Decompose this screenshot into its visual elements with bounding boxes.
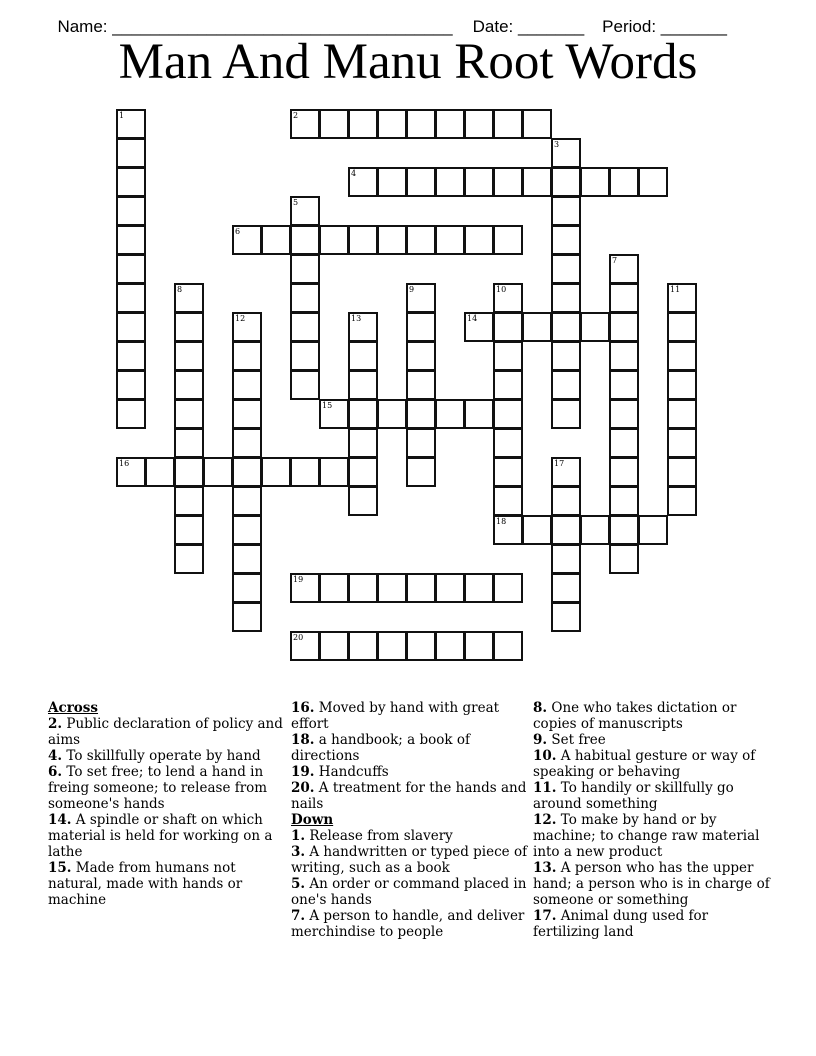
- grid-cell[interactable]: [319, 109, 349, 139]
- grid-cell[interactable]: [609, 515, 639, 545]
- grid-cell[interactable]: [464, 167, 494, 197]
- grid-cell[interactable]: [174, 399, 204, 429]
- grid-cell[interactable]: [493, 167, 523, 197]
- grid-cell[interactable]: [406, 225, 436, 255]
- clue-number: 9: [409, 285, 415, 294]
- grid-cell[interactable]: [406, 109, 436, 139]
- grid-cell[interactable]: [493, 370, 523, 400]
- grid-cell[interactable]: [290, 631, 320, 661]
- grid-cell[interactable]: [406, 341, 436, 371]
- grid-cell[interactable]: [232, 457, 262, 487]
- grid-cell[interactable]: [406, 399, 436, 429]
- clue-number: 6: [235, 227, 241, 236]
- grid-cell[interactable]: [232, 341, 262, 371]
- grid-cell[interactable]: [290, 573, 320, 603]
- grid-cell[interactable]: [464, 573, 494, 603]
- grid-cell[interactable]: [609, 544, 639, 574]
- grid-cell[interactable]: [551, 399, 581, 429]
- grid-cell[interactable]: [493, 457, 523, 487]
- grid-cell[interactable]: [464, 399, 494, 429]
- grid-cell[interactable]: [551, 370, 581, 400]
- grid-cell[interactable]: [116, 167, 146, 197]
- grid-cell[interactable]: [522, 109, 552, 139]
- grid-cell[interactable]: [348, 428, 378, 458]
- grid-cell[interactable]: [493, 341, 523, 371]
- grid-cell[interactable]: [493, 515, 523, 545]
- grid-cell[interactable]: [493, 399, 523, 429]
- clue-number: 18: [496, 517, 507, 526]
- grid-cell[interactable]: [348, 167, 378, 197]
- grid-cell[interactable]: [116, 341, 146, 371]
- clue-number: 13: [351, 314, 362, 323]
- grid-cell[interactable]: [435, 573, 465, 603]
- grid-cell[interactable]: [551, 138, 581, 168]
- grid-cell[interactable]: [609, 428, 639, 458]
- grid-cell[interactable]: [580, 167, 610, 197]
- grid-cell[interactable]: [493, 573, 523, 603]
- grid-cell[interactable]: [116, 399, 146, 429]
- clue-down-12: 12. To make by hand or by machine; to change raw material into a new product: [533, 812, 760, 860]
- clue-down-7: 7. A person to handle, and deliver merchindise to people: [291, 908, 525, 940]
- grid-cell[interactable]: [667, 312, 697, 342]
- grid-cell[interactable]: [551, 283, 581, 313]
- clue-number: 5: [293, 198, 299, 207]
- grid-cell[interactable]: [435, 167, 465, 197]
- grid-cell[interactable]: [348, 370, 378, 400]
- clue-down-11: 11. To handily or skillfully go around something: [533, 780, 734, 812]
- grid-cell[interactable]: [609, 167, 639, 197]
- grid-cell[interactable]: [290, 196, 320, 226]
- grid-cell[interactable]: [232, 544, 262, 574]
- grid-cell[interactable]: [667, 399, 697, 429]
- grid-cell[interactable]: [232, 370, 262, 400]
- grid-cell[interactable]: [348, 457, 378, 487]
- grid-cell[interactable]: [609, 341, 639, 371]
- grid-cell[interactable]: [609, 457, 639, 487]
- grid-cell[interactable]: [319, 631, 349, 661]
- clue-across-4: 4. To skillfully operate by hand: [48, 748, 261, 764]
- grid-cell[interactable]: [290, 283, 320, 313]
- grid-cell[interactable]: [261, 457, 291, 487]
- clue-down-3: 3. A handwritten or typed piece of writing, such as a book: [291, 844, 528, 876]
- grid-cell[interactable]: [551, 486, 581, 516]
- grid-cell[interactable]: [667, 457, 697, 487]
- clue-number: 15: [322, 401, 333, 410]
- clue-across-16: 16. Moved by hand with great effort: [291, 700, 500, 732]
- page-title: Man And Manu Root Words: [118, 34, 698, 90]
- grid-cell[interactable]: [435, 399, 465, 429]
- grid-cell[interactable]: [551, 457, 581, 487]
- grid-cell[interactable]: [609, 486, 639, 516]
- grid-cell[interactable]: [116, 109, 146, 139]
- grid-cell[interactable]: [406, 283, 436, 313]
- grid-cell[interactable]: [609, 312, 639, 342]
- grid-cell[interactable]: [290, 109, 320, 139]
- grid-cell[interactable]: [377, 399, 407, 429]
- grid-cell[interactable]: [493, 428, 523, 458]
- grid-cell[interactable]: [174, 486, 204, 516]
- grid-cell[interactable]: [522, 312, 552, 342]
- down-heading: Down: [291, 812, 334, 828]
- clue-number: 2: [293, 111, 299, 120]
- clue-across-18: 18. a handbook; a book of directions: [291, 732, 470, 764]
- grid-cell[interactable]: [232, 515, 262, 545]
- grid-cell[interactable]: [406, 428, 436, 458]
- grid-cell[interactable]: [319, 457, 349, 487]
- grid-cell[interactable]: [116, 370, 146, 400]
- grid-cell[interactable]: [116, 225, 146, 255]
- clue-down-5: 5. An order or command placed in one's hands: [291, 876, 527, 908]
- clue-number: 16: [119, 459, 130, 468]
- grid-cell[interactable]: [406, 167, 436, 197]
- grid-cell[interactable]: [609, 283, 639, 313]
- grid-cell[interactable]: [348, 109, 378, 139]
- grid-cell[interactable]: [116, 196, 146, 226]
- grid-cell[interactable]: [348, 631, 378, 661]
- grid-cell[interactable]: [290, 370, 320, 400]
- clue-down-8: 8. One who takes dictation or copies of manuscripts: [533, 700, 737, 732]
- grid-cell[interactable]: [551, 573, 581, 603]
- grid-cell[interactable]: [290, 457, 320, 487]
- grid-cell[interactable]: [551, 602, 581, 632]
- grid-cell[interactable]: [261, 225, 291, 255]
- grid-cell[interactable]: [551, 312, 581, 342]
- clue-number: 11: [670, 285, 681, 294]
- grid-cell[interactable]: [348, 573, 378, 603]
- clue-across-20: 20. A treatment for the hands and nails: [291, 780, 527, 812]
- grid-cell[interactable]: [174, 341, 204, 371]
- grid-cell[interactable]: [522, 515, 552, 545]
- grid-cell[interactable]: [203, 457, 233, 487]
- grid-cell[interactable]: [609, 254, 639, 284]
- clue-number: 7: [612, 256, 618, 265]
- grid-cell[interactable]: [667, 370, 697, 400]
- grid-cell[interactable]: [116, 283, 146, 313]
- clue-number: 12: [235, 314, 246, 323]
- grid-cell[interactable]: [174, 428, 204, 458]
- clue-number: 4: [351, 169, 357, 178]
- clue-down-17: 17. Animal dung used for fertilizing land: [533, 908, 709, 940]
- grid-cell[interactable]: [290, 225, 320, 255]
- grid-cell[interactable]: [580, 312, 610, 342]
- clue-across-15: 15. Made from humans not natural, made with hands or machine: [48, 860, 243, 908]
- grid-cell[interactable]: [406, 370, 436, 400]
- grid-cell[interactable]: [319, 225, 349, 255]
- grid-cell[interactable]: [551, 254, 581, 284]
- grid-cell[interactable]: [609, 370, 639, 400]
- grid-cell[interactable]: [319, 573, 349, 603]
- grid-cell[interactable]: [174, 544, 204, 574]
- grid-cell[interactable]: [493, 312, 523, 342]
- clue-number: 8: [177, 285, 183, 294]
- grid-cell[interactable]: [493, 109, 523, 139]
- grid-cell[interactable]: [638, 167, 668, 197]
- grid-cell[interactable]: [174, 370, 204, 400]
- clue-number: 19: [293, 575, 304, 584]
- grid-cell[interactable]: [377, 109, 407, 139]
- grid-cell[interactable]: [232, 602, 262, 632]
- grid-cell[interactable]: [609, 399, 639, 429]
- grid-cell[interactable]: [377, 573, 407, 603]
- clue-down-10: 10. A habitual gesture or way of speaking or behaving: [533, 748, 756, 780]
- grid-cell[interactable]: [174, 283, 204, 313]
- grid-cell[interactable]: [580, 515, 610, 545]
- clue-across-19: 19. Handcuffs: [291, 764, 389, 780]
- name-field[interactable]: Name: ____________________________________: [57, 17, 453, 36]
- grid-cell[interactable]: [377, 631, 407, 661]
- grid-cell[interactable]: [348, 486, 378, 516]
- grid-cell[interactable]: [667, 486, 697, 516]
- grid-cell[interactable]: [290, 312, 320, 342]
- grid-cell[interactable]: [435, 225, 465, 255]
- grid-cell[interactable]: [493, 486, 523, 516]
- grid-cell[interactable]: [464, 312, 494, 342]
- grid-cell[interactable]: [406, 312, 436, 342]
- grid-cell[interactable]: [551, 196, 581, 226]
- across-heading: Across: [48, 700, 99, 716]
- grid-cell[interactable]: [145, 457, 175, 487]
- grid-cell[interactable]: [667, 341, 697, 371]
- grid-cell[interactable]: [232, 428, 262, 458]
- grid-cell[interactable]: [377, 225, 407, 255]
- grid-cell[interactable]: [116, 138, 146, 168]
- period-field[interactable]: Period: _______: [602, 17, 727, 36]
- date-field[interactable]: Date: _______: [472, 17, 585, 36]
- grid-cell[interactable]: [232, 312, 262, 342]
- clue-across-2: 2. Public declaration of policy and aims: [48, 716, 283, 748]
- grid-cell[interactable]: [232, 399, 262, 429]
- grid-cell[interactable]: [232, 486, 262, 516]
- grid-cell[interactable]: [174, 312, 204, 342]
- clue-number: 20: [293, 633, 304, 642]
- grid-cell[interactable]: [667, 428, 697, 458]
- grid-cell[interactable]: [348, 341, 378, 371]
- clue-down-9: 9. Set free: [533, 732, 606, 748]
- clue-number: 17: [554, 459, 565, 468]
- clues-column-2: [291, 700, 531, 940]
- grid-cell[interactable]: [377, 167, 407, 197]
- grid-cell[interactable]: [116, 254, 146, 284]
- clue-down-1: 1. Release from slavery: [291, 828, 453, 844]
- clue-number: 10: [496, 285, 507, 294]
- grid-cell[interactable]: [551, 515, 581, 545]
- grid-cell[interactable]: [319, 399, 349, 429]
- grid-cell[interactable]: [551, 341, 581, 371]
- grid-cell[interactable]: [174, 457, 204, 487]
- grid-cell[interactable]: [638, 515, 668, 545]
- grid-cell[interactable]: [116, 312, 146, 342]
- clue-number: 1: [119, 111, 125, 120]
- grid-cell[interactable]: [232, 225, 262, 255]
- grid-cell[interactable]: [174, 515, 204, 545]
- grid-cell[interactable]: [667, 283, 697, 313]
- grid-cell[interactable]: [348, 312, 378, 342]
- clues-column-1: [48, 700, 288, 908]
- grid-cell[interactable]: [290, 254, 320, 284]
- grid-cell[interactable]: [551, 225, 581, 255]
- clue-across-14: 14. A spindle or shaft on which material is held for working on a lathe: [48, 812, 273, 860]
- clue-number: 3: [554, 140, 560, 149]
- clue-number: 14: [467, 314, 478, 323]
- grid-cell[interactable]: [551, 167, 581, 197]
- grid-cell[interactable]: [464, 631, 494, 661]
- grid-cell[interactable]: [435, 109, 465, 139]
- grid-cell[interactable]: [522, 167, 552, 197]
- grid-cell[interactable]: [290, 341, 320, 371]
- grid-cell[interactable]: [406, 631, 436, 661]
- clue-across-6: 6. To set free; to lend a hand in freing someone; to release from someone's hands: [48, 764, 268, 812]
- grid-cell[interactable]: [406, 457, 436, 487]
- clue-down-13: 13. A person who has the upper hand; a person who is in charge of someone or something: [533, 860, 770, 908]
- grid-cell[interactable]: [406, 573, 436, 603]
- grid-cell[interactable]: [232, 573, 262, 603]
- grid-cell[interactable]: [435, 631, 465, 661]
- grid-cell[interactable]: [116, 457, 146, 487]
- grid-cell[interactable]: [348, 399, 378, 429]
- grid-cell[interactable]: [348, 225, 378, 255]
- clues-column-3: [533, 700, 773, 940]
- grid-cell[interactable]: [493, 631, 523, 661]
- grid-cell[interactable]: [464, 225, 494, 255]
- grid-cell[interactable]: [464, 109, 494, 139]
- grid-cell[interactable]: [493, 283, 523, 313]
- grid-cell[interactable]: [551, 544, 581, 574]
- grid-cell[interactable]: [493, 225, 523, 255]
